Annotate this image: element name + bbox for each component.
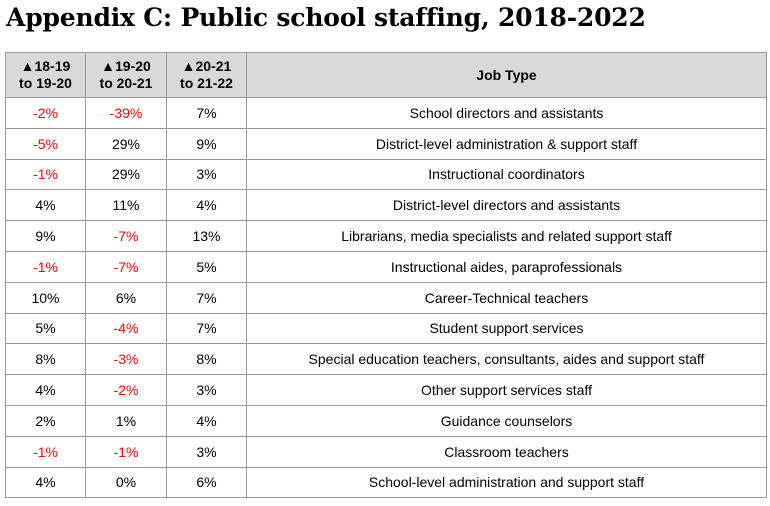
percent-change-cell: 3%: [167, 436, 247, 467]
header-line: Job Type: [476, 66, 537, 83]
job-type-cell: Student support services: [247, 313, 767, 344]
percent-change-cell: -1%: [6, 251, 86, 282]
percent-change-cell: 29%: [86, 159, 167, 190]
table-row: [6, 344, 767, 375]
job-type-cell: Guidance counselors: [247, 405, 767, 436]
percent-change-cell: 29%: [86, 128, 167, 159]
job-type-cell: Special education teachers, consultants, aides and support staff: [247, 344, 767, 375]
header-row: [6, 53, 767, 98]
table-row: [6, 159, 767, 190]
percent-change-cell: -7%: [86, 221, 167, 252]
percent-change-cell: -1%: [86, 436, 167, 467]
percent-change-cell: 3%: [167, 375, 247, 406]
header-change-20-21: [167, 53, 247, 98]
percent-change-cell: 5%: [6, 313, 86, 344]
table-body: [6, 98, 767, 498]
job-type-cell: School directors and assistants: [247, 98, 767, 129]
header-line: to 19-20: [19, 75, 72, 91]
percent-change-cell: 7%: [167, 98, 247, 129]
percent-change-cell: 8%: [167, 344, 247, 375]
percent-change-cell: 0%: [86, 467, 167, 498]
percent-change-cell: 7%: [167, 313, 247, 344]
percent-change-cell: 5%: [167, 251, 247, 282]
percent-change-cell: 4%: [6, 375, 86, 406]
percent-change-cell: -2%: [6, 98, 86, 129]
percent-change-cell: 6%: [167, 467, 247, 498]
percent-change-cell: -4%: [86, 313, 167, 344]
table-row: [6, 436, 767, 467]
percent-change-cell: -3%: [86, 344, 167, 375]
job-type-cell: Instructional coordinators: [247, 159, 767, 190]
job-type-cell: School-level administration and support staff: [247, 467, 767, 498]
percent-change-cell: 6%: [86, 282, 167, 313]
percent-change-cell: -7%: [86, 251, 167, 282]
percent-change-cell: 7%: [167, 282, 247, 313]
header-line: to 20-21: [99, 75, 153, 91]
percent-change-cell: 13%: [167, 221, 247, 252]
header-line: ▲18-19: [20, 58, 71, 74]
percent-change-cell: 4%: [167, 190, 247, 221]
table-row: [6, 128, 767, 159]
percent-change-cell: -1%: [6, 436, 86, 467]
percent-change-cell: 8%: [6, 344, 86, 375]
percent-change-cell: 4%: [6, 190, 86, 221]
percent-change-cell: 9%: [167, 128, 247, 159]
header-line: ▲19-20: [101, 58, 151, 74]
table-row: [6, 405, 767, 436]
percent-change-cell: 4%: [167, 405, 247, 436]
table-row: [6, 282, 767, 313]
table-row: [6, 98, 767, 129]
percent-change-cell: 10%: [6, 282, 86, 313]
job-type-cell: District-level directors and assistants: [247, 190, 767, 221]
percent-change-cell: 2%: [6, 405, 86, 436]
percent-change-cell: -1%: [6, 159, 86, 190]
table-row: [6, 190, 767, 221]
percent-change-cell: 4%: [6, 467, 86, 498]
header-line: ▲20-21: [181, 58, 232, 74]
job-type-cell: Classroom teachers: [247, 436, 767, 467]
job-type-cell: Other support services staff: [247, 375, 767, 406]
header-job-type: [247, 53, 767, 98]
table-row: [6, 251, 767, 282]
job-type-cell: Instructional aides, paraprofessionals: [247, 251, 767, 282]
header-change-19-20: [86, 53, 167, 98]
table-row: [6, 467, 767, 498]
staffing-table: [5, 52, 767, 498]
job-type-cell: District-level administration & support staff: [247, 128, 767, 159]
percent-change-cell: 11%: [86, 190, 167, 221]
percent-change-cell: -2%: [86, 375, 167, 406]
header-line: to 21-22: [180, 75, 233, 91]
header-change-18-19: [6, 53, 86, 98]
page-title: Appendix C: Public school staffing, 2018-2022: [6, 3, 646, 32]
job-type-cell: Librarians, media specialists and related support staff: [247, 221, 767, 252]
percent-change-cell: -39%: [86, 98, 167, 129]
table-row: [6, 375, 767, 406]
percent-change-cell: 9%: [6, 221, 86, 252]
table-row: [6, 313, 767, 344]
percent-change-cell: 1%: [86, 405, 167, 436]
percent-change-cell: 3%: [167, 159, 247, 190]
percent-change-cell: -5%: [6, 128, 86, 159]
job-type-cell: Career-Technical teachers: [247, 282, 767, 313]
table-row: [6, 221, 767, 252]
